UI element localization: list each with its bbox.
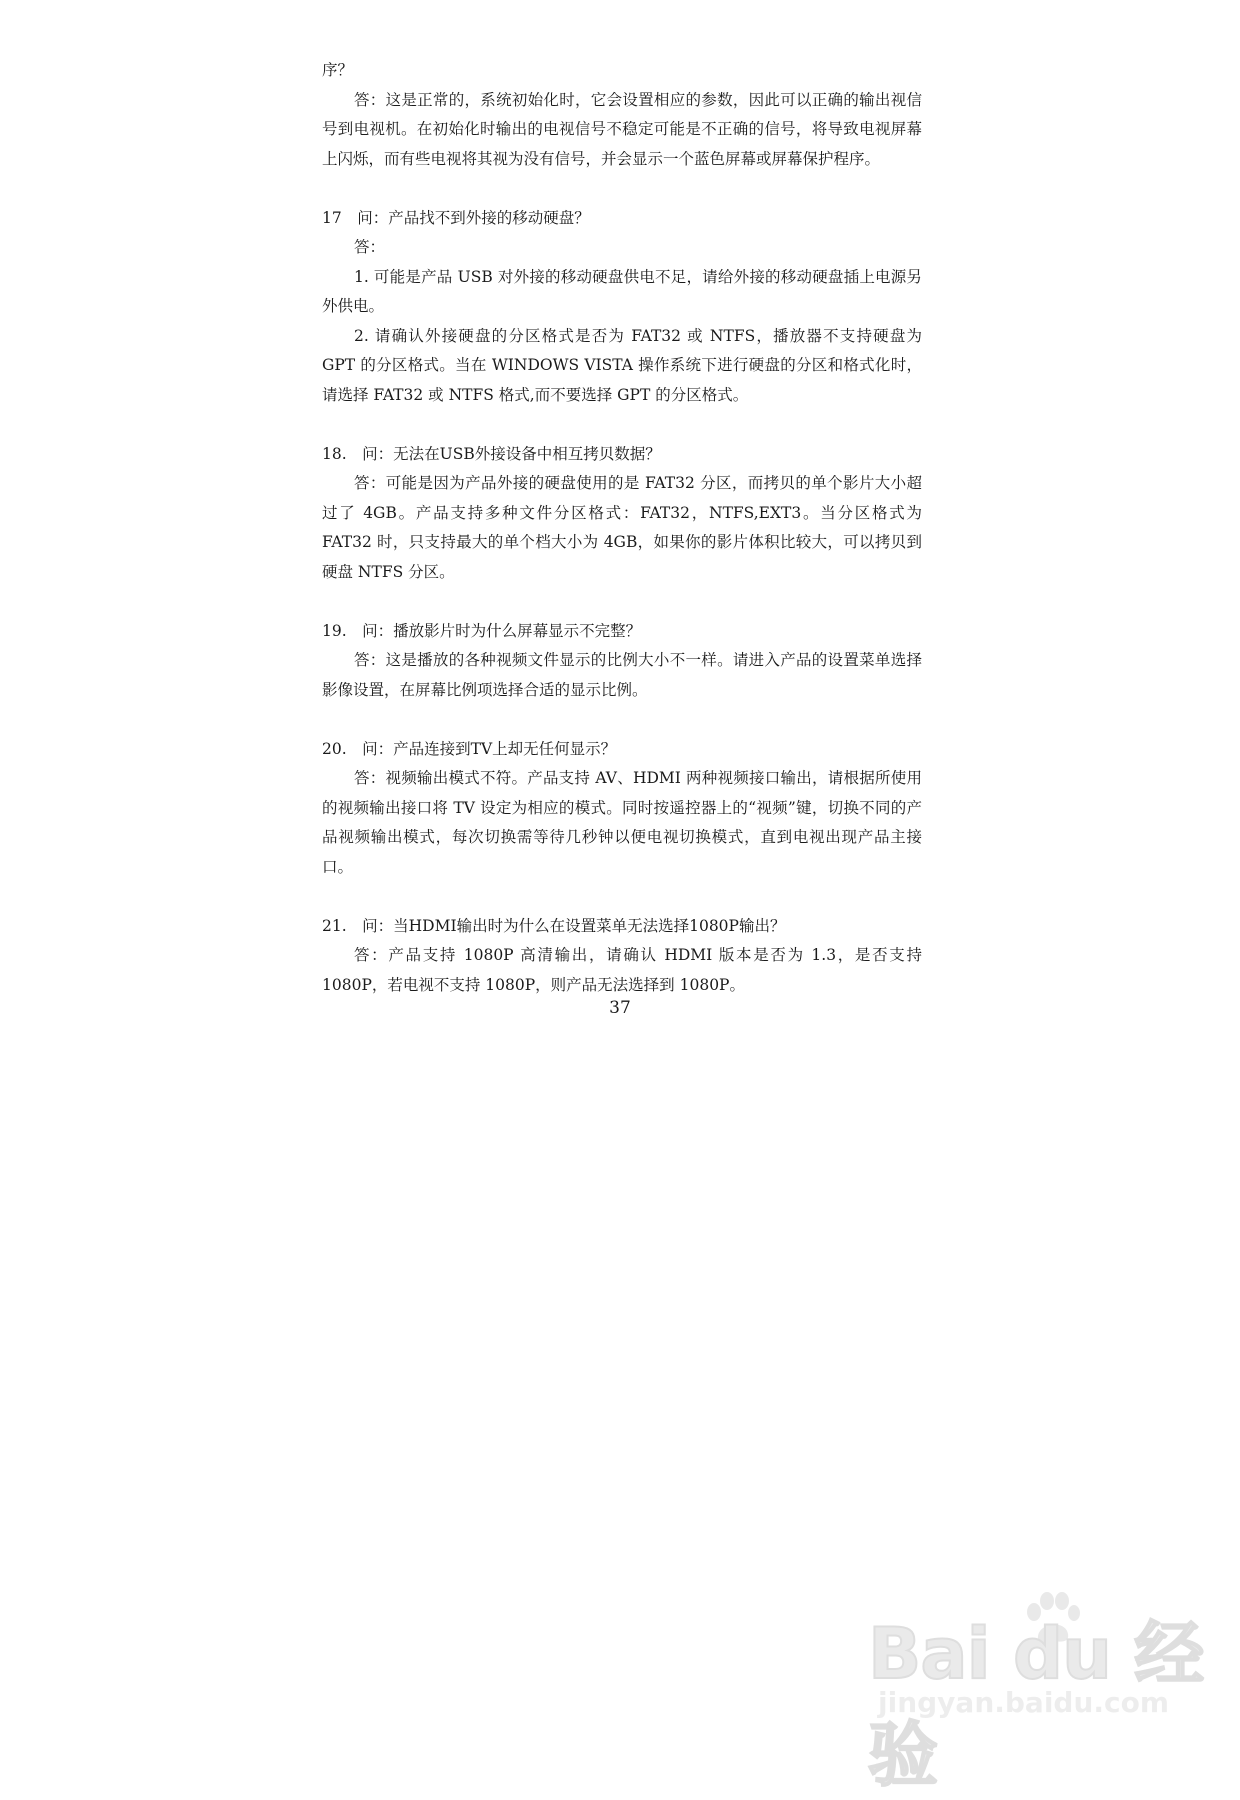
answer-17-item-1: 1. 可能是产品 USB 对外接的移动硬盘供电不足，请给外接的移动硬盘插上电源另外供电。 [322,267,922,315]
spacer [322,882,922,912]
question-20: 20. 问：产品连接到TV上却无任何显示？ [322,739,617,758]
answer-18: 答：可能是因为产品外接的硬盘使用的是 FAT32 分区，而拷贝的单个影片大小超过了 4GB。产品支持多种文件分区格式：FAT32，NTFS,EXT3。当分区格式为 FAT32 时，只支持最大的单个档大小为 4GB，如果你的影片体积比较大，可以拷贝到硬盘 NTFS 分区。 [322,474,922,581]
baidu-jingyan-watermark [868,1590,1208,1796]
watermark-logo-text: Bai du 经验 [868,1613,1204,1796]
question-18: 18. 问：无法在USB外接设备中相互拷贝数据？ [322,444,661,463]
answer-17-label: 答： [354,238,386,256]
intro-tail: 序？ [322,61,354,79]
spacer [322,174,922,204]
question-19: 19. 问：播放影片时为什么屏幕显示不完整？ [322,621,642,640]
answer-17-item-2: 2. 请确认外接硬盘的分区格式是否为 FAT32 或 NTFS，播放器不支持硬盘为 GPT 的分区格式。当在 WINDOWS VISTA 操作系统下进行硬盘的分区和格式化时，请选择 FAT32 或 NTFS 格式,而不要选择 GPT 的分区格式。 [322,326,922,404]
spacer [322,587,922,617]
answer-20: 答：视频输出模式不符。产品支持 AV、HDMI 两种视频接口输出，请根据所使用的视频输出接口将 TV 设定为相应的模式。同时按遥控器上的“视频”键，切换不同的产品视频输出模式，每次切换需等待几秒钟以便电视切换模式，直到电视出现产品主接口。 [322,769,922,876]
question-21: 21. 问：当HDMI输出时为什么在设置菜单无法选择1080P输出？ [322,916,786,935]
intro-answer: 答：这是正常的，系统初始化时，它会设置相应的参数，因此可以正确的输出视信号到电视机。在初始化时输出的电视信号不稳定可能是不正确的信号，将导致电视屏幕上闪烁，而有些电视将其视为没有信号，并会显示一个蓝色屏幕或屏幕保护程序。 [322,90,922,168]
watermark-url: jingyan.baidu.com [878,1686,1170,1719]
spacer [322,705,922,735]
spacer [322,410,922,440]
question-17: 17 问：产品找不到外接的移动硬盘？ [322,208,590,227]
answer-19: 答：这是播放的各种视频文件显示的比例大小不一样。请进入产品的设置菜单选择影像设置，在屏幕比例项选择合适的显示比例。 [322,651,922,699]
document-body [322,56,922,1000]
answer-21: 答：产品支持 1080P 高清输出，请确认 HDMI 版本是否为 1.3，是否支持 1080P，若电视不支持 1080P，则产品无法选择到 1080P。 [322,946,922,994]
page-number: 37 [609,998,631,1018]
